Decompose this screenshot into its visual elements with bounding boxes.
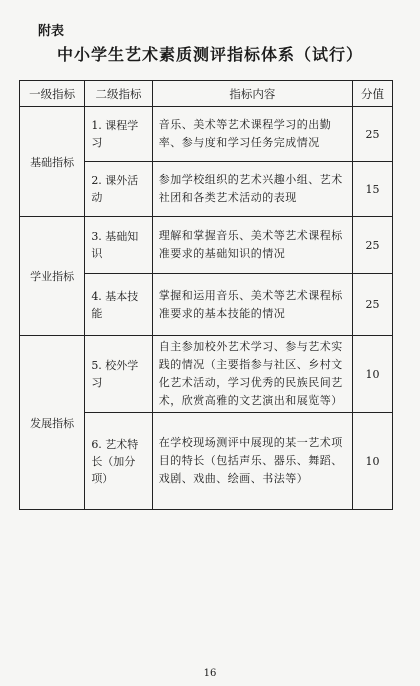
table-row xyxy=(20,107,393,162)
level2-cell: 4. 基本技能 xyxy=(85,274,152,336)
content-cell: 理解和掌握音乐、美术等艺术课程标准要求的基础知识的情况 xyxy=(152,217,352,274)
level2-cell: 6. 艺术特长（加分项） xyxy=(85,413,152,510)
score-cell: 25 xyxy=(352,274,392,336)
table-row xyxy=(20,336,393,413)
table-row xyxy=(20,217,393,274)
level1-academic: 学业指标 xyxy=(20,217,85,336)
header-content: 指标内容 xyxy=(152,81,352,107)
score-cell: 10 xyxy=(352,413,392,510)
score-cell: 25 xyxy=(352,217,392,274)
table-header-row xyxy=(20,81,393,107)
level1-development: 发展指标 xyxy=(20,336,85,510)
header-score: 分值 xyxy=(352,81,392,107)
appendix-label: 附表 xyxy=(38,24,65,39)
content-cell: 参加学校组织的艺术兴趣小组、艺术社团和各类艺术活动的表现 xyxy=(152,162,352,217)
level2-cell: 5. 校外学习 xyxy=(85,336,152,413)
header-level1: 一级指标 xyxy=(20,81,85,107)
evaluation-index-table xyxy=(19,80,393,510)
level2-cell: 1. 课程学习 xyxy=(85,107,152,162)
content-cell: 音乐、美术等艺术课程学习的出勤率、参与度和学习任务完成情况 xyxy=(152,107,352,162)
header-level2: 二级指标 xyxy=(85,81,152,107)
page-title: 中小学生艺术素质测评指标体系（试行） xyxy=(56,45,363,64)
score-cell: 10 xyxy=(352,336,392,413)
level2-cell: 3. 基础知识 xyxy=(85,217,152,274)
content-cell: 掌握和运用音乐、美术等艺术课程标准要求的基本技能的情况 xyxy=(152,274,352,336)
page-number: 16 xyxy=(203,668,217,679)
score-cell: 25 xyxy=(352,107,392,162)
content-cell: 在学校现场测评中展现的某一艺术项目的特长（包括声乐、器乐、舞蹈、戏剧、戏曲、绘画、书法等） xyxy=(152,413,352,510)
level2-cell: 2. 课外活动 xyxy=(85,162,152,217)
content-cell: 自主参加校外艺术学习、参与艺术实践的情况（主要指参与社区、乡村文化艺术活动，学习优秀的民族民间艺术，欣赏高雅的文艺演出和展览等） xyxy=(152,336,352,413)
score-cell: 15 xyxy=(352,162,392,217)
level1-basic: 基础指标 xyxy=(20,107,85,217)
